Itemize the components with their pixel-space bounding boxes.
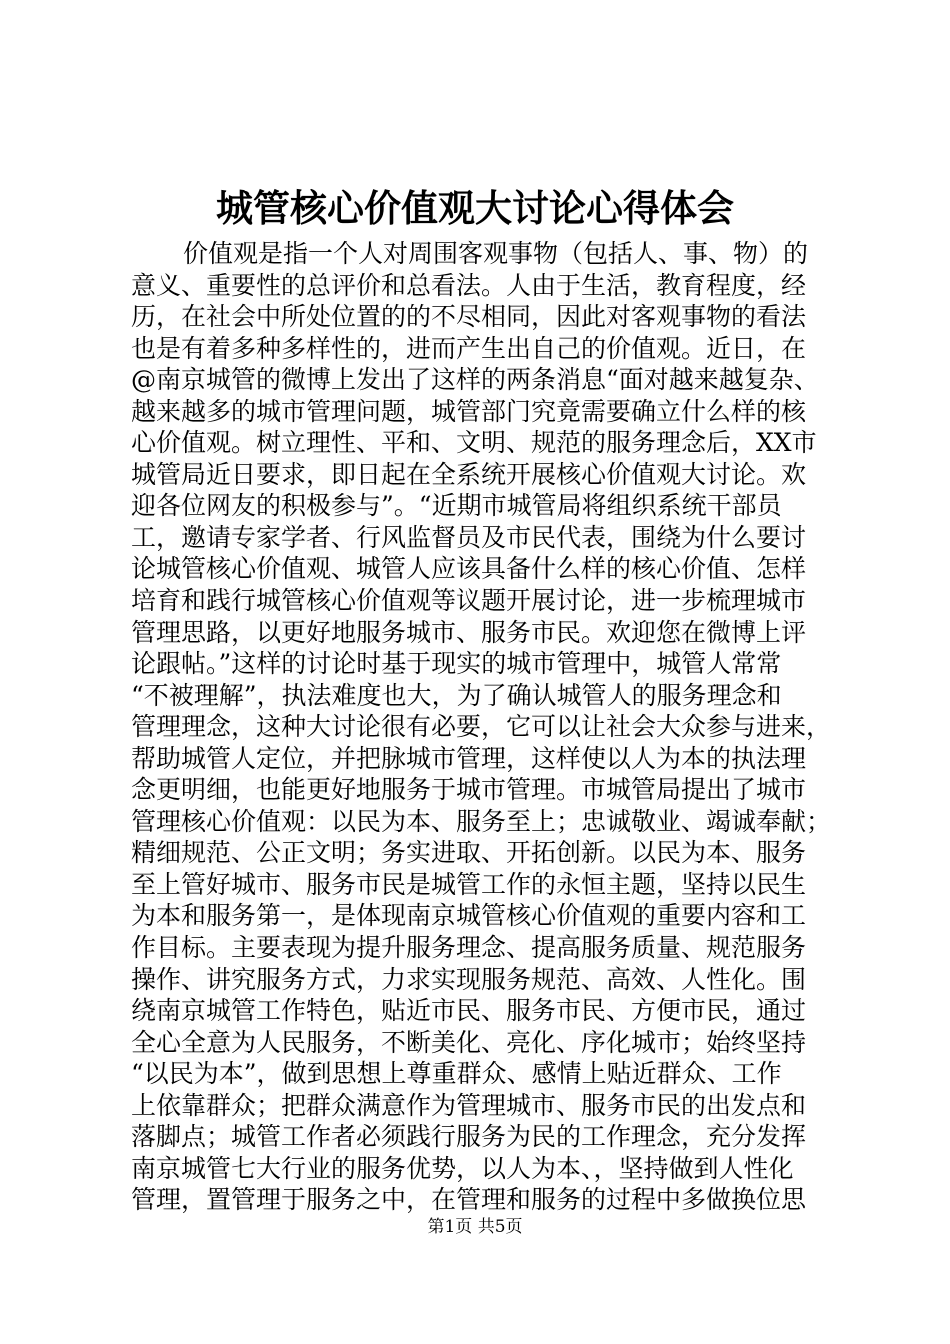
body-line: 绕南京城管工作特色，贴近市民、服务市民、方便市民，通过 (131, 996, 807, 1026)
body-line: 至上管好城市、服务市民是城管工作的永恒主题，坚持以民生 (131, 869, 807, 899)
document-title: 城管核心价值观大讨论心得体会 (216, 186, 734, 230)
body-line: 管理理念，这种大讨论很有必要，它可以让社会大众参与进来， (131, 712, 832, 742)
body-line: 操作、讲究服务方式，力求实现服务规范、高效、人性化。围 (131, 964, 807, 994)
document-body (131, 238, 831, 1216)
body-line: 也是有着多种多样性的，进而产生出自己的价值观。近日，在 (131, 333, 807, 363)
body-line: 为本和服务第一，是体现南京城管核心价值观的重要内容和工 (131, 901, 807, 931)
body-line: 精细规范、公正文明；务实进取、开拓创新。以民为本、服务 (131, 838, 807, 868)
body-line: 心价值观。树立理性、平和、文明、规范的服务理念后，XX市 (131, 428, 817, 458)
body-line: 论跟帖。”这样的讨论时基于现实的城市管理中，城管人常常 (131, 649, 782, 679)
body-line: 越来越多的城市管理问题，城管部门究竟需要确立什么样的核 (131, 396, 807, 426)
body-line: 论城管核心价值观、城管人应该具备什么样的核心价值、怎样 (131, 554, 807, 584)
body-line: 落脚点；城管工作者必须践行服务为民的工作理念，充分发挥 (131, 1122, 807, 1152)
page-number: 第1页 共5页 (427, 1217, 523, 1237)
body-line: 城管局近日要求，即日起在全系统开展核心价值观大讨论。欢 (131, 459, 807, 489)
body-line: @南京城管的微博上发出了这样的两条消息“面对越来越复杂、 (131, 365, 819, 395)
body-line: “以民为本”，做到思想上尊重群众、感情上贴近群众、工作 (131, 1059, 782, 1089)
body-line: 迎各位网友的积极参与”。“近期市城管局将组织系统干部员 (131, 491, 782, 521)
body-line: 管理，置管理于服务之中，在管理和服务的过程中多做换位思 (131, 1185, 807, 1215)
body-line: “不被理解”，执法难度也大，为了确认城管人的服务理念和 (131, 680, 782, 710)
body-line: 全心全意为人民服务，不断美化、亮化、序化城市；始终坚持 (131, 1027, 807, 1057)
body-line: 管理核心价值观：以民为本、服务至上；忠诚敬业、竭诚奉献； (131, 806, 832, 836)
body-line: 念更明细，也能更好地服务于城市管理。市城管局提出了城市 (131, 775, 807, 805)
body-line: 工，邀请专家学者、行风监督员及市民代表，围绕为什么要讨 (131, 522, 807, 552)
body-line: 历，在社会中所处位置的的不尽相同，因此对客观事物的看法 (131, 302, 807, 332)
body-line: 帮助城管人定位，并把脉城市管理，这样使以人为本的执法理 (131, 743, 807, 773)
body-line: 意义、重要性的总评价和总看法。人由于生活，教育程度，经 (131, 270, 807, 300)
body-line: 南京城管七大行业的服务优势，以人为本、，坚持做到人性化 (131, 1153, 794, 1183)
body-line: 培育和践行城管核心价值观等议题开展讨论，进一步梳理城市 (131, 586, 807, 616)
body-line: 作目标。主要表现为提升服务理念、提高服务质量、规范服务 (131, 933, 807, 963)
body-line: 上依靠群众；把群众满意作为管理城市、服务市民的出发点和 (131, 1090, 807, 1120)
body-line: 价值观是指一个人对周围客观事物（包括人、事、物）的 (183, 239, 809, 268)
body-line: 管理思路，以更好地服务城市、服务市民。欢迎您在微博上评 (131, 617, 807, 647)
